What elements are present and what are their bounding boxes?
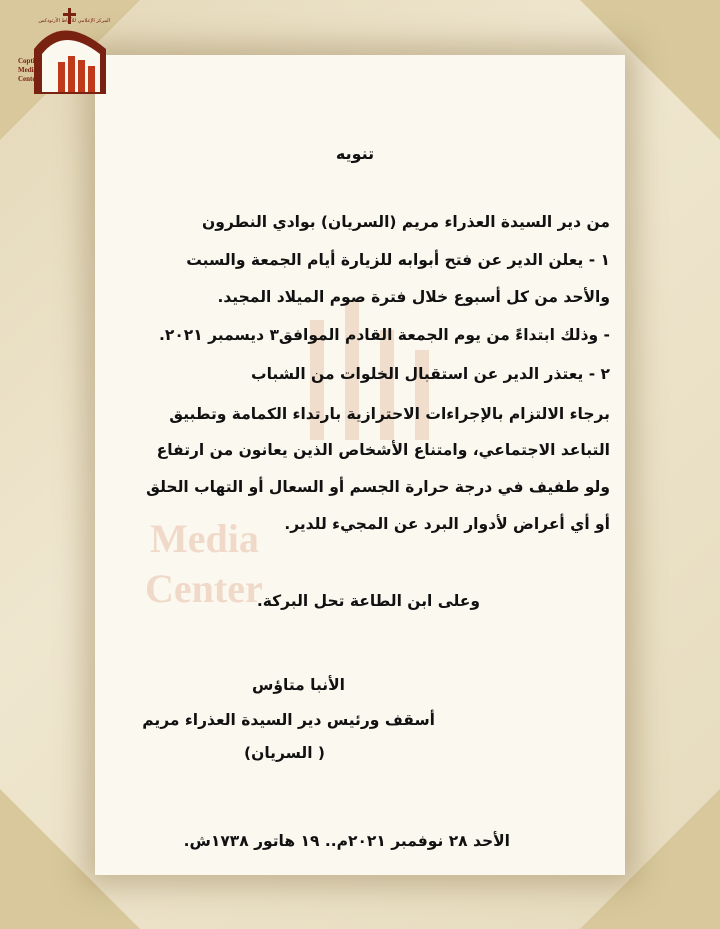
body-line-1: من دير السيدة العذراء مريم (السريان) بوادي النطرون	[202, 213, 610, 231]
logo-text-center: Center	[18, 75, 39, 83]
body-line-2: ١ - يعلن الدير عن فتح أبوابه للزيارة أيام الجمعة والسبت	[186, 251, 610, 269]
signature-role: أسقف ورئيس دير السيدة العذراء مريم	[142, 711, 435, 729]
body-line-6: برجاء الالتزام بالإجراءات الاحترازية بارتداء الكمامة وتطبيق	[169, 405, 610, 423]
body-line-7: التباعد الاجتماعي، وامتناع الأشخاص الذين يعانون من ارتفاع	[156, 441, 610, 459]
signature-name: الأنبا متاؤس	[252, 676, 345, 694]
coptic-media-center-logo	[14, 4, 110, 100]
logo-arabic-text: المركز الإعلامي للأقباط الأرثوذكس	[38, 18, 110, 24]
watermark-text-media: Media	[150, 516, 259, 561]
signature-place: ( السريان)	[244, 744, 325, 762]
notice-date: الأحد ٢٨ نوفمبر ٢٠٢١م.. ١٩ هاتور ١٧٣٨ش.	[183, 832, 510, 850]
watermark-text-center: Center	[145, 566, 263, 611]
body-line-8: ولو طفيف في درجة حرارة الجسم أو السعال أو التهاب الحلق	[146, 478, 610, 496]
body-line-3: والأحد من كل أسبوع خلال فترة صوم الميلاد المجيد.	[217, 288, 610, 306]
body-line-9: أو أي أعراض لأدوار البرد عن المجيء للدير.	[284, 515, 610, 533]
notice-title: تنويه	[335, 144, 375, 163]
logo-text-coptic: Coptic	[18, 57, 38, 65]
body-line-4: - وذلك ابتداءً من يوم الجمعة القادم الموافق٣ ديسمبر ٢٠٢١.	[159, 326, 610, 344]
blessing-line: وعلى ابن الطاعة تحل البركة.	[256, 592, 480, 610]
body-line-5: ٢ - يعتذر الدير عن استقبال الخلوات من الشباب	[251, 365, 610, 383]
logo-text-media: Media	[18, 66, 38, 74]
